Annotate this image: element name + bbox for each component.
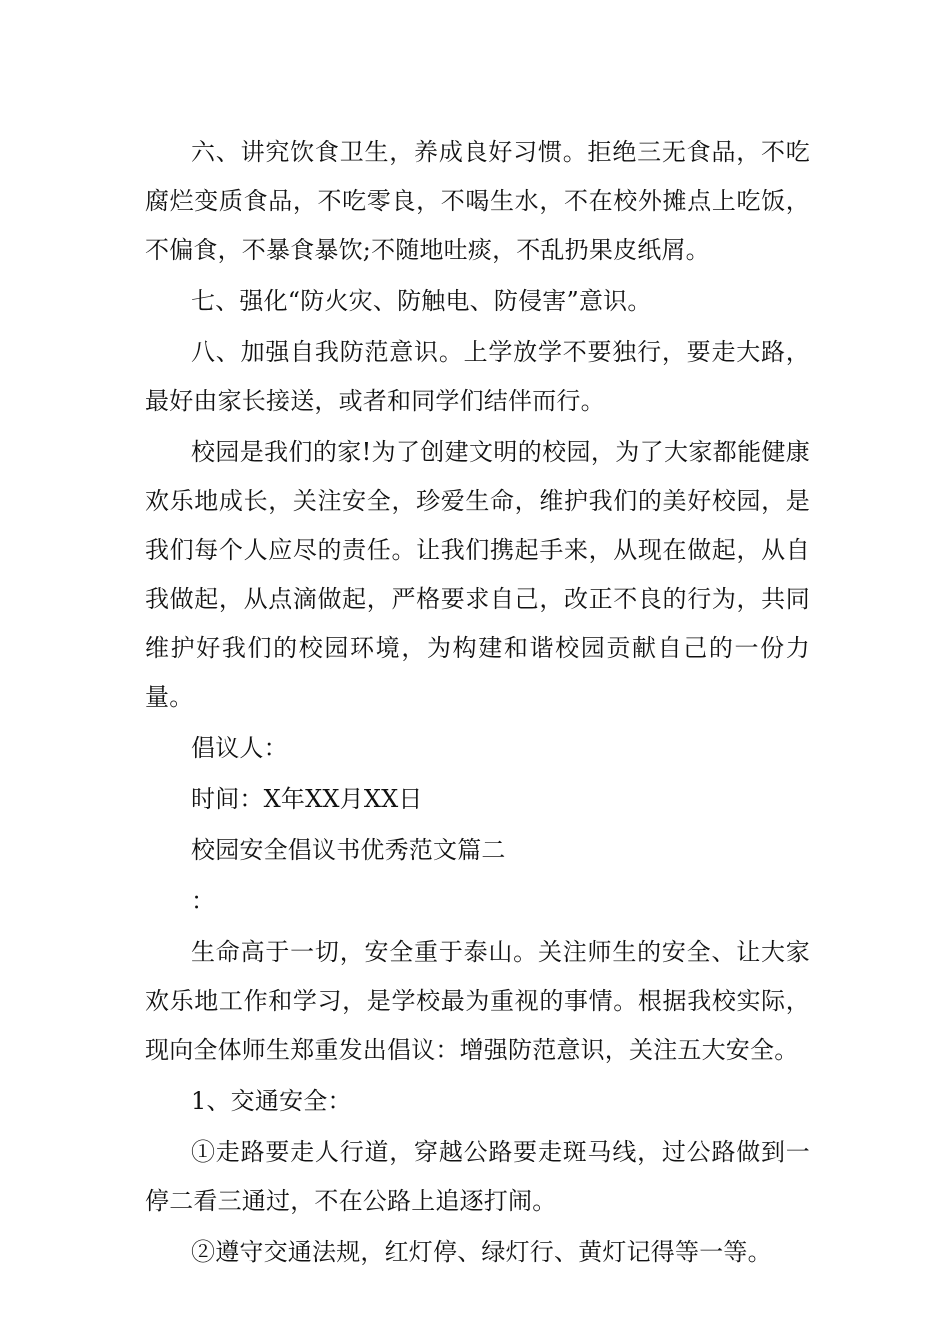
paragraph-date: 时间：X年XX月XX日 (191, 785, 423, 813)
paragraph-life-safety: 生命高于一切，安全重于泰山。关注师生的安全、让大家欢乐地工作和学习，是学校最为重视的事情。根据我校实际，现向全体师生郑重发出倡议：增强防范意识，关注五大安全。 (145, 938, 810, 1064)
document-body (145, 128, 810, 1277)
paragraph-diet-hygiene: 六、讲究饮食卫生，养成良好习惯。拒绝三无食品，不吃腐烂变质食品，不吃零良，不喝生水，不在校外摊点上吃饭，不偏食，不暴食暴饮;不随地吐痰，不乱扔果皮纸屑。 (145, 138, 810, 264)
paragraph-self-protection: 八、加强自我防范意识。上学放学不要独行，要走大路，最好由家长接送，或者和同学们结伴而行。 (145, 338, 810, 415)
paragraph-traffic-item-1: ①走路要走人行道，穿越公路要走斑马线，过公路做到一停二看三通过，不在公路上追逐打闹。 (145, 1138, 810, 1215)
paragraph-initiator: 倡议人： (191, 734, 288, 762)
paragraph-traffic-item-2: ②遵守交通法规，红灯停、绿灯行、黄灯记得等一等。 (191, 1238, 772, 1266)
section-heading: 校园安全倡议书优秀范文篇二 (191, 836, 506, 864)
paragraph-campus-home: 校园是我们的家!为了创建文明的校园，为了大家都能健康欢乐地成长，关注安全，珍爱生命，维护我们的美好校园，是我们每个人应尽的责任。让我们携起手来，从现在做起，从自我做起，从点滴做起，严格要求自己，改正不良的行为，共同维护好我们的校园环境，为构建和谐校园贡献自己的一份力量。 (145, 438, 810, 711)
paragraph-fire-safety: 七、强化“防火灾、防触电、防侵害”意识。 (191, 287, 652, 315)
paragraph-colon: ： (191, 887, 216, 915)
paragraph-traffic-heading: 1、交通安全： (191, 1087, 352, 1115)
